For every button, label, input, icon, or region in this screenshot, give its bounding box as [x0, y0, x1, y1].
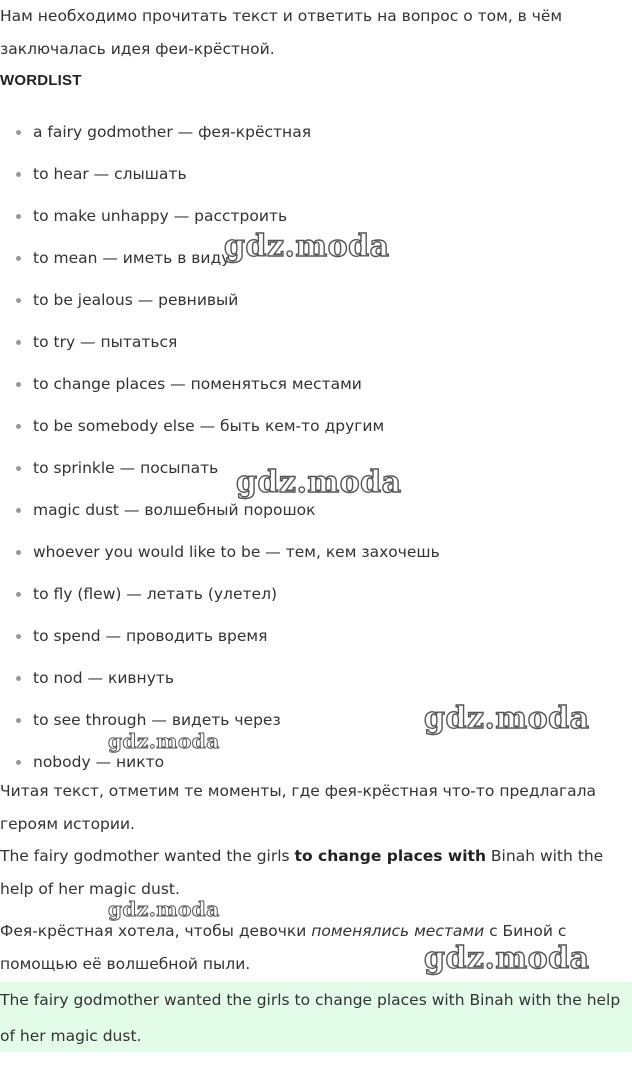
list-item: to see through — видеть через: [0, 702, 440, 744]
list-item: to try — пытаться: [0, 324, 440, 366]
watermark-logo: gdz.moda: [424, 701, 590, 736]
english-sentence-start: The fairy godmother wanted the girls: [0, 847, 295, 865]
list-item: whoever you would like to be — тем, кем захочешь: [0, 534, 440, 576]
watermark-logo: gdz.moda: [108, 729, 220, 753]
russian-sentence-highlight: поменялись местами: [311, 922, 485, 940]
wordlist: [0, 114, 440, 786]
answer-box: The fairy godmother wanted the girls to change places with Binah with the help of her magic dust.: [0, 982, 632, 1052]
list-item: to mean — иметь в виду: [0, 240, 440, 282]
english-sentence-highlight: to change places with: [294, 847, 486, 865]
list-item: magic dust — волшебный порошок: [0, 492, 440, 534]
list-item: to sprinkle — посыпать: [0, 450, 440, 492]
list-item: to spend — проводить время: [0, 618, 440, 660]
list-item: to hear — слышать: [0, 156, 440, 198]
list-item: nobody — никто: [0, 744, 440, 786]
watermark-logo: gdz.moda: [424, 941, 590, 976]
wordlist-heading: WORDLIST: [0, 72, 82, 89]
list-item: to be jealous — ревнивый: [0, 282, 440, 324]
reading-note: Читая текст, отметим те моменты, где фея-крёстная что-то предлагала героям истории.: [0, 782, 597, 833]
watermark-logo: gdz.moda: [236, 465, 402, 500]
list-item: to change places — поменяться местами: [0, 366, 440, 408]
english-sentence-end: Binah with the help of her magic dust.: [0, 847, 604, 898]
russian-sentence-start: Фея-крёстная хотела, чтобы девочки: [0, 922, 312, 940]
list-item: to fly (flew) — летать (улетел): [0, 576, 440, 618]
list-item: to make unhappy — расстроить: [0, 198, 440, 240]
watermark-logo: gdz.moda: [224, 229, 390, 264]
list-item: to be somebody else — быть кем-то другим: [0, 408, 440, 450]
english-sentence: [0, 840, 632, 906]
list-item: to nod — кивнуть: [0, 660, 440, 702]
intro-text: Нам необходимо прочитать текст и ответить на вопрос о том, в чём заключалась идея феи-крёстной.: [0, 7, 563, 58]
list-item: a fairy godmother — фея-крёстная: [0, 114, 440, 156]
russian-sentence-end: с Биной с помощью её волшебной пыли.: [0, 922, 567, 973]
watermark-logo: gdz.moda: [108, 897, 220, 921]
